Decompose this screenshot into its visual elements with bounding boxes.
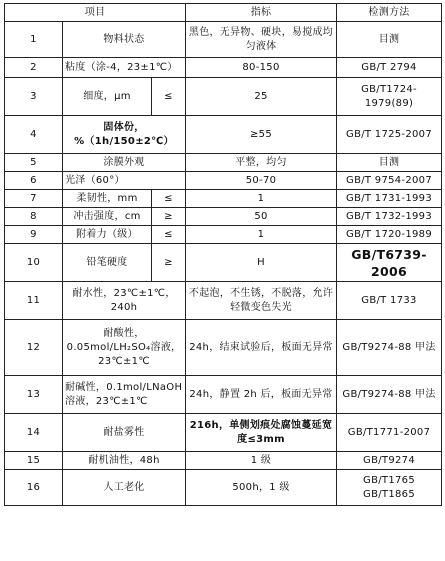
row-method: GB/T 1725-2007 xyxy=(337,116,442,154)
row-item: 物料状态 xyxy=(63,22,186,58)
row-no: 2 xyxy=(5,58,63,78)
row-item: 光泽（60°） xyxy=(63,172,186,190)
row-no: 6 xyxy=(5,172,63,190)
table-row xyxy=(5,22,442,58)
row-method: GB/T1771-2007 xyxy=(337,414,442,452)
row-item: 铅笔硬度 xyxy=(63,244,152,282)
row-spec: 500h，1 级 xyxy=(186,470,337,506)
row-item: 附着力（级） xyxy=(63,226,152,244)
row-no: 1 xyxy=(5,22,63,58)
row-spec: 80-150 xyxy=(186,58,337,78)
row-item: 耐盐雾性 xyxy=(63,414,186,452)
header-row xyxy=(5,4,442,22)
row-method: GB/T 9754-2007 xyxy=(337,172,442,190)
row-method: GB/T6739-2006 xyxy=(337,244,442,282)
row-method: GB/T1724-1979(89) xyxy=(337,78,442,116)
row-item: 耐碱性，0.1mol/LNaOH溶液，23℃±1℃ xyxy=(63,376,186,414)
table-row xyxy=(5,452,442,470)
row-item: 粘度（涂-4，23±1℃） xyxy=(63,58,186,78)
table-row xyxy=(5,154,442,172)
row-method: GB/T 1720-1989 xyxy=(337,226,442,244)
row-spec: 24h，静置 2h 后，板面无异常 xyxy=(186,376,337,414)
row-no: 11 xyxy=(5,282,63,320)
row-item: 耐机油性，48h xyxy=(63,452,186,470)
row-operator: ≤ xyxy=(152,190,186,208)
row-no: 3 xyxy=(5,78,63,116)
table-row xyxy=(5,78,442,116)
row-spec: 黑色，无异物、硬块，易搅成均匀液体 xyxy=(186,22,337,58)
row-item: 冲击强度，cm xyxy=(63,208,152,226)
row-no: 12 xyxy=(5,320,63,376)
row-item: 涂膜外观 xyxy=(63,154,186,172)
row-spec: 24h，结束试验后，板面无异常 xyxy=(186,320,337,376)
row-spec: H xyxy=(186,244,337,282)
table-row xyxy=(5,320,442,376)
header-method: 检测方法 xyxy=(337,4,442,22)
row-spec: 1 xyxy=(186,190,337,208)
row-method: GB/T 1733 xyxy=(337,282,442,320)
table-row xyxy=(5,208,442,226)
row-method: GB/T1765 GB/T1865 xyxy=(337,470,442,506)
table-row xyxy=(5,376,442,414)
row-method: 目测 xyxy=(337,154,442,172)
row-no: 4 xyxy=(5,116,63,154)
table-row xyxy=(5,172,442,190)
header-item: 项目 xyxy=(5,4,186,22)
row-item: 人工老化 xyxy=(63,470,186,506)
row-spec: 不起泡，不生锈，不脱落，允许轻微变色失光 xyxy=(186,282,337,320)
table-row xyxy=(5,116,442,154)
row-item: 细度，μm xyxy=(63,78,152,116)
row-item: 固体份，%（1h/150±2℃） xyxy=(63,116,186,154)
row-no: 7 xyxy=(5,190,63,208)
spec-table xyxy=(4,3,442,506)
row-no: 5 xyxy=(5,154,63,172)
row-spec: 1 xyxy=(186,226,337,244)
row-spec: 平整，均匀 xyxy=(186,154,337,172)
row-item: 耐水性，23℃±1℃，240h xyxy=(63,282,186,320)
row-operator: ≤ xyxy=(152,78,186,116)
row-no: 14 xyxy=(5,414,63,452)
row-no: 8 xyxy=(5,208,63,226)
row-method: GB/T 2794 xyxy=(337,58,442,78)
row-item: 耐酸性，0.05mol/LH₂SO₄溶液，23℃±1℃ xyxy=(63,320,186,376)
row-spec: ≥55 xyxy=(186,116,337,154)
table-row xyxy=(5,190,442,208)
row-no: 10 xyxy=(5,244,63,282)
row-spec: 25 xyxy=(186,78,337,116)
row-operator: ≤ xyxy=(152,226,186,244)
table-row xyxy=(5,414,442,452)
table-row xyxy=(5,244,442,282)
row-item: 柔韧性，mm xyxy=(63,190,152,208)
table-row xyxy=(5,226,442,244)
row-spec: 50 xyxy=(186,208,337,226)
row-no: 9 xyxy=(5,226,63,244)
row-method: GB/T9274 xyxy=(337,452,442,470)
row-method: GB/T9274-88 甲法 xyxy=(337,376,442,414)
row-operator: ≥ xyxy=(152,208,186,226)
row-method: GB/T 1732-1993 xyxy=(337,208,442,226)
row-method: 目测 xyxy=(337,22,442,58)
row-no: 16 xyxy=(5,470,63,506)
row-no: 13 xyxy=(5,376,63,414)
row-spec: 50-70 xyxy=(186,172,337,190)
row-method: GB/T 1731-1993 xyxy=(337,190,442,208)
table-row xyxy=(5,282,442,320)
table-row xyxy=(5,470,442,506)
row-operator: ≥ xyxy=(152,244,186,282)
row-spec: 1 级 xyxy=(186,452,337,470)
header-spec: 指标 xyxy=(186,4,337,22)
row-method: GB/T9274-88 甲法 xyxy=(337,320,442,376)
row-spec: 216h，单侧划痕处腐蚀蔓延宽度≤3mm xyxy=(186,414,337,452)
row-no: 15 xyxy=(5,452,63,470)
table-row xyxy=(5,58,442,78)
